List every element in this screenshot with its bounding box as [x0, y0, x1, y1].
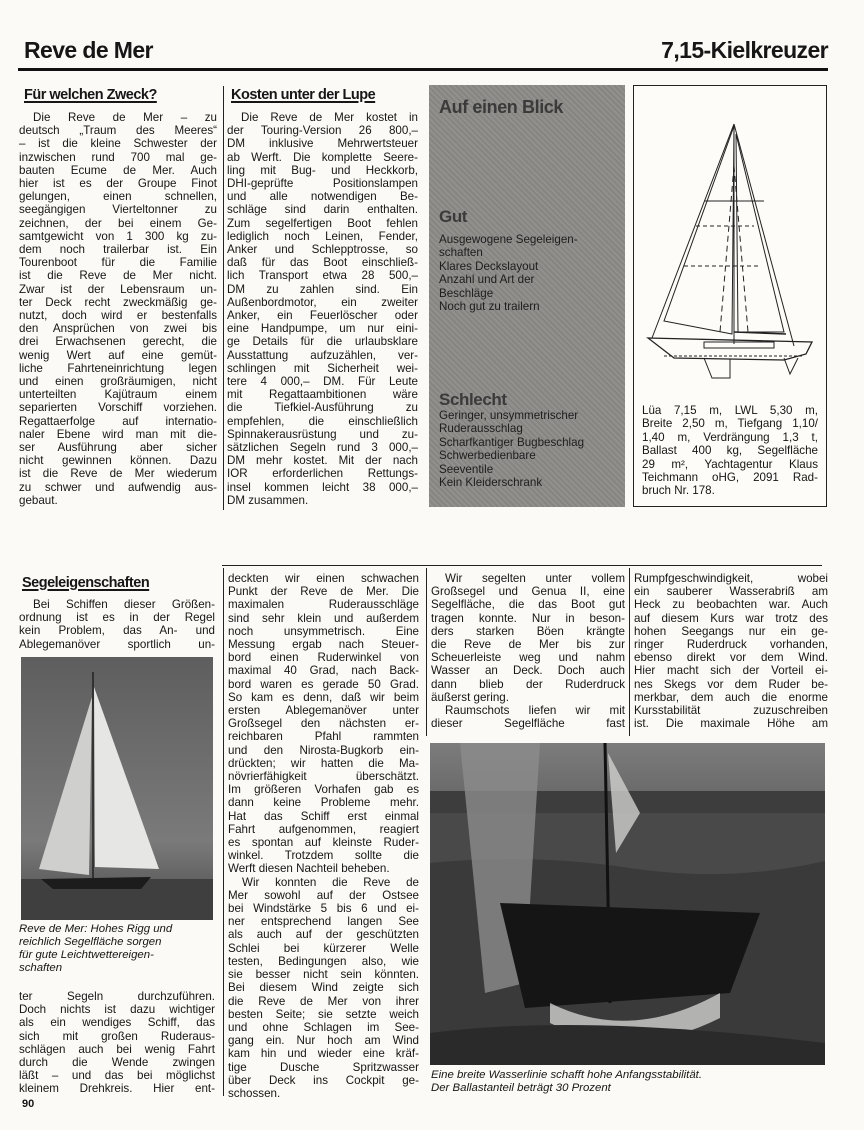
paragraph-line: Wir segelten unter vollem — [445, 572, 625, 585]
paragraph-line: tere 4 000,– DM. Für Leute — [227, 375, 418, 389]
paragraph-line: Spinnakerausrüstung und zu- — [227, 427, 418, 441]
photo1-caption — [19, 923, 219, 975]
lower-column-divider-1 — [223, 568, 224, 1096]
paragraph-line: und einen großräumigen, nicht — [19, 375, 217, 389]
paragraph-line: dem noch trailerbar ist. Ein — [19, 243, 217, 257]
header-left-title: Reve de Mer — [24, 37, 153, 63]
paragraph-line: zu schwer und aufwendig aus- — [19, 480, 217, 494]
paragraph-line: der Touring-Version 26 800,– — [227, 124, 418, 138]
paragraph-line: Die Reve de Mer – zu — [33, 111, 217, 124]
paragraph-line: testen, Bedingungen also, wie — [228, 954, 419, 968]
glance-good-item: schaften — [439, 246, 483, 260]
paragraph-line: Fahrt aufgenommen, reagiert — [228, 822, 419, 836]
paragraph-line: ringer Ruderdruck vorhanden, — [634, 638, 828, 652]
paragraph-line: dieser Segelfläche fast — [431, 717, 625, 731]
paragraph-line: ter Segeln durchzuführen. — [19, 990, 215, 1003]
paragraph-line: die Reve de Mer von ihrer — [228, 994, 419, 1008]
column-divider — [223, 86, 224, 510]
glance-good-list — [439, 233, 621, 313]
paragraph-line: noch unsymmetrisch. Eine — [228, 624, 419, 638]
paragraph-line: den Ansprüchen von zwei bis — [19, 322, 217, 336]
paragraph-line: Zwar ist der Lebensraum un- — [19, 282, 217, 296]
paragraph-line: Punkt der Reve de Mer. Die — [228, 585, 419, 599]
paragraph-line: tige Dusche Spritzwasser — [228, 1060, 419, 1074]
paragraph-line: drückten; wir hatten die Ma- — [228, 756, 419, 770]
text-column-purpose — [19, 111, 217, 507]
paragraph-line: insel kommen leicht 38 000,– — [227, 480, 418, 494]
paragraph-line: sätzlichen Segeln rund 3 000,– — [227, 441, 418, 455]
glance-good-item: Beschläge — [439, 286, 494, 300]
glance-bad-item: Ruderausschlag — [439, 422, 523, 436]
paragraph-line: zeichnen, der bei einem Ge- — [19, 216, 217, 230]
paragraph-line: dann blieb der Ruderdruck — [431, 677, 625, 691]
paragraph-line: ders starken Böen krängte — [431, 624, 625, 638]
glance-bad-item: Schwerbedienbare — [439, 449, 536, 463]
paragraph-line: Rumpfgeschwindigkeit, wobei — [634, 572, 828, 585]
paragraph-line: Hier macht sich der Vorteil ei- — [634, 664, 828, 678]
paragraph-line: schlägen auch bei wenig Fahrt — [19, 1042, 215, 1056]
paragraph-line: hohen Seegangs nur ein ge- — [634, 624, 828, 638]
glance-bad-item: Geringer, unsymmetrischer — [439, 409, 579, 422]
page-number: 90 — [22, 1098, 35, 1110]
paragraph-line: und ohne Schlagen im See- — [228, 1020, 419, 1034]
paragraph-line: sie besser nicht sein könnten. — [228, 968, 419, 982]
paragraph-line: schläge sind darin enthalten. — [227, 203, 418, 217]
paragraph-line: maximal 40 Grad, nach Back- — [228, 664, 419, 678]
caption-line: reichlich Segelfläche sorgen — [19, 936, 162, 948]
text-lower-col3 — [431, 572, 625, 730]
paragraph-line: besten Seite; sie setzte weich — [228, 1007, 419, 1021]
section-heading-sailing: Segeleigenschaften — [22, 575, 150, 591]
glance-good-item: Anzahl und Art der — [439, 273, 535, 287]
paragraph-line: deckten wir einen schwachen — [228, 572, 419, 585]
paragraph-line: es spontan auf kleinste Ruder- — [228, 836, 419, 850]
paragraph-line: Tourenboot für die Familie — [19, 256, 217, 270]
header-rule — [18, 68, 828, 71]
glance-good-title: Gut — [439, 207, 468, 226]
lower-top-rule — [222, 565, 822, 566]
paragraph-line: Messung ergab nach Steuer- — [228, 638, 419, 652]
paragraph-line: ein sauberer Wasserabriß am — [634, 585, 828, 599]
paragraph-line: sich mit großen Ruderaus- — [19, 1029, 215, 1043]
paragraph-line: ordnung ist es in der Regel — [19, 611, 215, 625]
paragraph-line: Schlei bei kürzerer Welle — [228, 941, 419, 955]
paragraph-line: DM zu zahlen sind. Ein — [227, 282, 418, 296]
header-right-title: 7,15-Kielkreuzer — [661, 37, 828, 63]
photo-boat-in-waves — [430, 743, 825, 1065]
paragraph-line: gang ein. Nur hoch am Wind — [228, 1034, 419, 1048]
paragraph-line: sind sehr klein und außerdem — [228, 611, 419, 625]
paragraph-line: mit Regattaambitionen wäre — [227, 388, 418, 402]
paragraph-line: növrierfähigkeit überschätzt. — [228, 770, 419, 784]
paragraph-line: samtgewicht von 1 300 kg zu- — [19, 229, 217, 243]
paragraph-line: lich Transport etwa 28 500,– — [227, 269, 418, 283]
spec-line: Ballast 400 kg, Segelfläche — [642, 444, 818, 458]
paragraph-line: nicht gewinnen können. Dazu — [19, 454, 217, 468]
paragraph-line: deutsch „Traum des Meeres“ — [19, 124, 217, 138]
paragraph-line: winkel. Trotzdem sollte die — [228, 849, 419, 863]
caption-line: Reve de Mer: Hohes Rigg und — [19, 923, 173, 935]
paragraph-line: nutzt, doch wird er bestenfalls — [19, 309, 217, 323]
text-lower-col2 — [228, 572, 419, 1100]
glance-good-item: Noch gut zu trailern — [439, 300, 540, 314]
paragraph-line: Großsegel den nächsten er- — [228, 717, 419, 731]
paragraph-line: die Tiefkiel-Ausführung zu — [227, 401, 418, 415]
paragraph-line: IOR erforderlichen Rettungs- — [227, 467, 418, 481]
at-a-glance-box — [429, 85, 625, 507]
paragraph-line: Kursstabilität zuzuschreiben — [634, 704, 828, 718]
paragraph-line: über Deck ins Cockpit ge- — [228, 1073, 419, 1087]
paragraph-line: – ist die kleine Schwester der — [19, 137, 217, 151]
caption-line: Eine breite Wasserlinie schafft hohe Anfangsstabilität. — [431, 1069, 702, 1081]
glance-bad-list — [439, 409, 621, 489]
spec-line: bruch Nr. 178. — [642, 484, 715, 498]
paragraph-line: die Reve de Mer bis zur — [431, 638, 625, 652]
photo-sailboat-full-sail — [21, 657, 213, 920]
paragraph-line: Anker, ein Feuerlöscher oder — [227, 309, 418, 323]
paragraph-line: naler Ebene wird man mit die- — [19, 427, 217, 441]
paragraph-line: wenig Wert auf eine gemüt- — [19, 348, 217, 362]
paragraph-line: ser Ausführung aber sicher — [19, 441, 217, 455]
paragraph-line: separierten Vorschiff vorziehen. — [19, 401, 217, 415]
caption-line: Der Ballastanteil beträgt 30 Prozent — [431, 1082, 611, 1094]
paragraph-line: ist die Reve de Mer nicht. — [19, 269, 217, 283]
paragraph-line: Zum segelfertigen Boot fehlen — [227, 216, 418, 230]
paragraph-line: durch die Wende zwingen — [19, 1056, 215, 1070]
paragraph-line: Ablegemanöver sportlich un- — [19, 637, 215, 651]
paragraph-line: Heck zu beobachten war. Auch — [634, 598, 828, 612]
glance-bad-item: Kein Kleiderschrank — [439, 476, 543, 490]
paragraph-line: Die Reve de Mer kostet in — [241, 111, 418, 124]
paragraph-line: auf diesem Kurs war trotz des — [634, 611, 828, 625]
paragraph-line: und alle notwendigen Be- — [227, 190, 418, 204]
text-column-costs — [227, 111, 418, 507]
glance-bad-item: Seeventile — [439, 462, 494, 476]
paragraph-line: liche Fahrteneinrichtung legen — [19, 361, 217, 375]
paragraph-line: äußerst gering. — [431, 690, 509, 704]
paragraph-line: Doch nichts ist dazu wichtiger — [19, 1003, 215, 1017]
paragraph-line: Werft diesen Nachteil beheben. — [228, 862, 390, 876]
glance-good-item: Ausgewogene Segeleigen- — [439, 233, 578, 246]
paragraph-line: DHI-geprüfte Positionslampen — [227, 177, 418, 191]
paragraph-line: eine Handpumpe, um nur eini- — [227, 322, 418, 336]
spec-text — [642, 404, 818, 498]
paragraph-line: gebaut. — [19, 493, 58, 507]
paragraph-line: lediglich noch Leinen, Fender, — [227, 229, 418, 243]
paragraph-line: schossen. — [228, 1086, 281, 1100]
paragraph-line: kam hin und wieder eine kräf- — [228, 1047, 419, 1061]
glance-title: Auf einen Blick — [439, 97, 564, 117]
paragraph-line: Bei Schiffen dieser Größen- — [33, 598, 215, 611]
paragraph-line: seegängigen Vierteltonner zu — [19, 203, 217, 217]
paragraph-line: unterteilten Kajütraum einem — [19, 388, 217, 402]
paragraph-line: merkbar, dem auch die enorme — [634, 690, 828, 704]
text-lower-col1-top — [19, 598, 215, 651]
paragraph-line: dann keine Probleme mehr. — [228, 796, 419, 810]
paragraph-line: Hat das Schiff erst einmal — [228, 809, 419, 823]
paragraph-line: Raumschots liefen wir mit — [445, 704, 625, 718]
paragraph-line: schlingen mit Sicherheit wei- — [227, 361, 418, 375]
sail-plan-drawing — [634, 106, 826, 406]
caption-line: für gute Leichtwettereigen- — [19, 949, 154, 961]
spec-line: 29 m², Yachtagentur Klaus — [642, 457, 818, 471]
paragraph-line: Bei diesem Wind zeigte sich — [228, 981, 419, 995]
paragraph-line: läßt – und das bei möglichst — [19, 1069, 215, 1083]
paragraph-line: drei Erwachsenen gerecht, die — [19, 335, 217, 349]
paragraph-line: DM mehr kostet. Mit der nach — [227, 454, 418, 468]
paragraph-line: ersten Ablegemanöver unter — [228, 704, 419, 718]
lower-column-divider-2 — [426, 568, 427, 736]
paragraph-line: Anker und Schlepptrosse, so — [227, 243, 418, 257]
paragraph-line: Regattaerfolge auf internatio- — [19, 414, 217, 428]
paragraph-line: bei Windstärke 5 bis 6 und ei- — [228, 902, 419, 916]
paragraph-line: ebenso direkt vor dem Wind. — [634, 651, 828, 665]
paragraph-line: ter Deck recht zweckmäßig ge- — [19, 295, 217, 309]
paragraph-line: ner entsprechend langen See — [228, 915, 419, 929]
spec-box — [633, 85, 827, 507]
paragraph-line: Ausstattung aufzuzählen, ver- — [227, 348, 418, 362]
paragraph-line: empfehlen, die einschließlich — [227, 414, 418, 428]
spec-line: Lüa 7,15 m, LWL 5,30 m, — [642, 404, 818, 417]
paragraph-line: tragen konnte. Nur in beson- — [431, 611, 625, 625]
text-lower-col4 — [634, 572, 828, 730]
paragraph-line: inzwischen rund 700 mal ge- — [19, 150, 217, 164]
caption-line: schaften — [19, 962, 63, 974]
paragraph-line: Im größeren Vorhafen gab es — [228, 783, 419, 797]
paragraph-line: kleinem Drehkreis. Hier ent- — [19, 1082, 215, 1096]
paragraph-line: Wir konnten die Reve de — [242, 875, 419, 889]
paragraph-line: bord einen Ruderwinkel von — [228, 651, 419, 665]
photo2-caption — [431, 1069, 826, 1095]
glance-bad-title: Schlecht — [439, 390, 507, 409]
glance-good-item: Klares Deckslayout — [439, 259, 539, 273]
paragraph-line: ge Details für die urlaubsklare — [227, 335, 418, 349]
paragraph-line: bauten Ecume de Mer. Auch — [19, 163, 217, 177]
paragraph-line: ist die Reve de Mer wiederum — [19, 467, 217, 481]
paragraph-line: kein Problem, das An- und — [19, 624, 215, 638]
paragraph-line: daß für das Boot einschließ- — [227, 256, 418, 270]
sailboat-photo-1 — [21, 657, 213, 920]
paragraph-line: als ein wendiges Schiff, das — [19, 1016, 215, 1030]
paragraph-line: reichbaren Pfahl rammten — [228, 730, 419, 744]
spec-line: 1,40 m, Verdrängung 1,3 t, — [642, 430, 818, 444]
paragraph-line: hier ist es der Groupe Finot — [19, 177, 217, 191]
paragraph-line: maximalen Ruderausschläge — [228, 598, 419, 612]
spec-line: Teichmann oHG, 2091 Rad- — [642, 471, 818, 485]
paragraph-line: Großsegel und Genua II, eine — [431, 585, 625, 599]
paragraph-line: DM zusammen. — [227, 493, 309, 507]
glance-bad-item: Scharfkantiger Bugbeschlag — [439, 435, 585, 449]
paragraph-line: ist. Die maximale Höhe am — [634, 717, 828, 731]
paragraph-line: Mer sowohl auf der Ostsee — [228, 888, 419, 902]
lower-column-divider-3 — [629, 568, 630, 736]
sailboat-photo-2 — [430, 743, 825, 1065]
paragraph-line: Wasser an Deck. Doch auch — [431, 664, 625, 678]
paragraph-line: ab Werft. Die komplette Seere- — [227, 150, 418, 164]
section-heading-purpose: Für welchen Zweck? — [24, 87, 157, 103]
paragraph-line: und den Nirosta-Bugkorb ein- — [228, 743, 419, 757]
paragraph-line: nes Skegs vor dem Ruder be- — [634, 677, 828, 691]
paragraph-line: Außenbordmotor, ein zweiter — [227, 295, 418, 309]
paragraph-line: DM inklusive Mehrwertsteuer — [227, 137, 418, 151]
paragraph-line: So kam es denn, daß wir beim — [228, 690, 419, 704]
paragraph-line: Segelfläche, die das Boot gut — [431, 598, 625, 612]
paragraph-line: ling mit Bug- und Heckkorb, — [227, 163, 418, 177]
paragraph-line: Scheuerleiste weg und nahm — [431, 651, 625, 665]
text-lower-col1-bottom — [19, 990, 215, 1096]
section-heading-costs: Kosten unter der Lupe — [231, 87, 376, 103]
paragraph-line: bord waren es gerade 50 Grad. — [228, 677, 419, 691]
paragraph-line: gelungen, einen schnellen, — [19, 190, 217, 204]
spec-line: Breite 2,50 m, Tiefgang 1,10/ — [642, 417, 818, 431]
paragraph-line: als auch auf der geschützten — [228, 928, 419, 942]
